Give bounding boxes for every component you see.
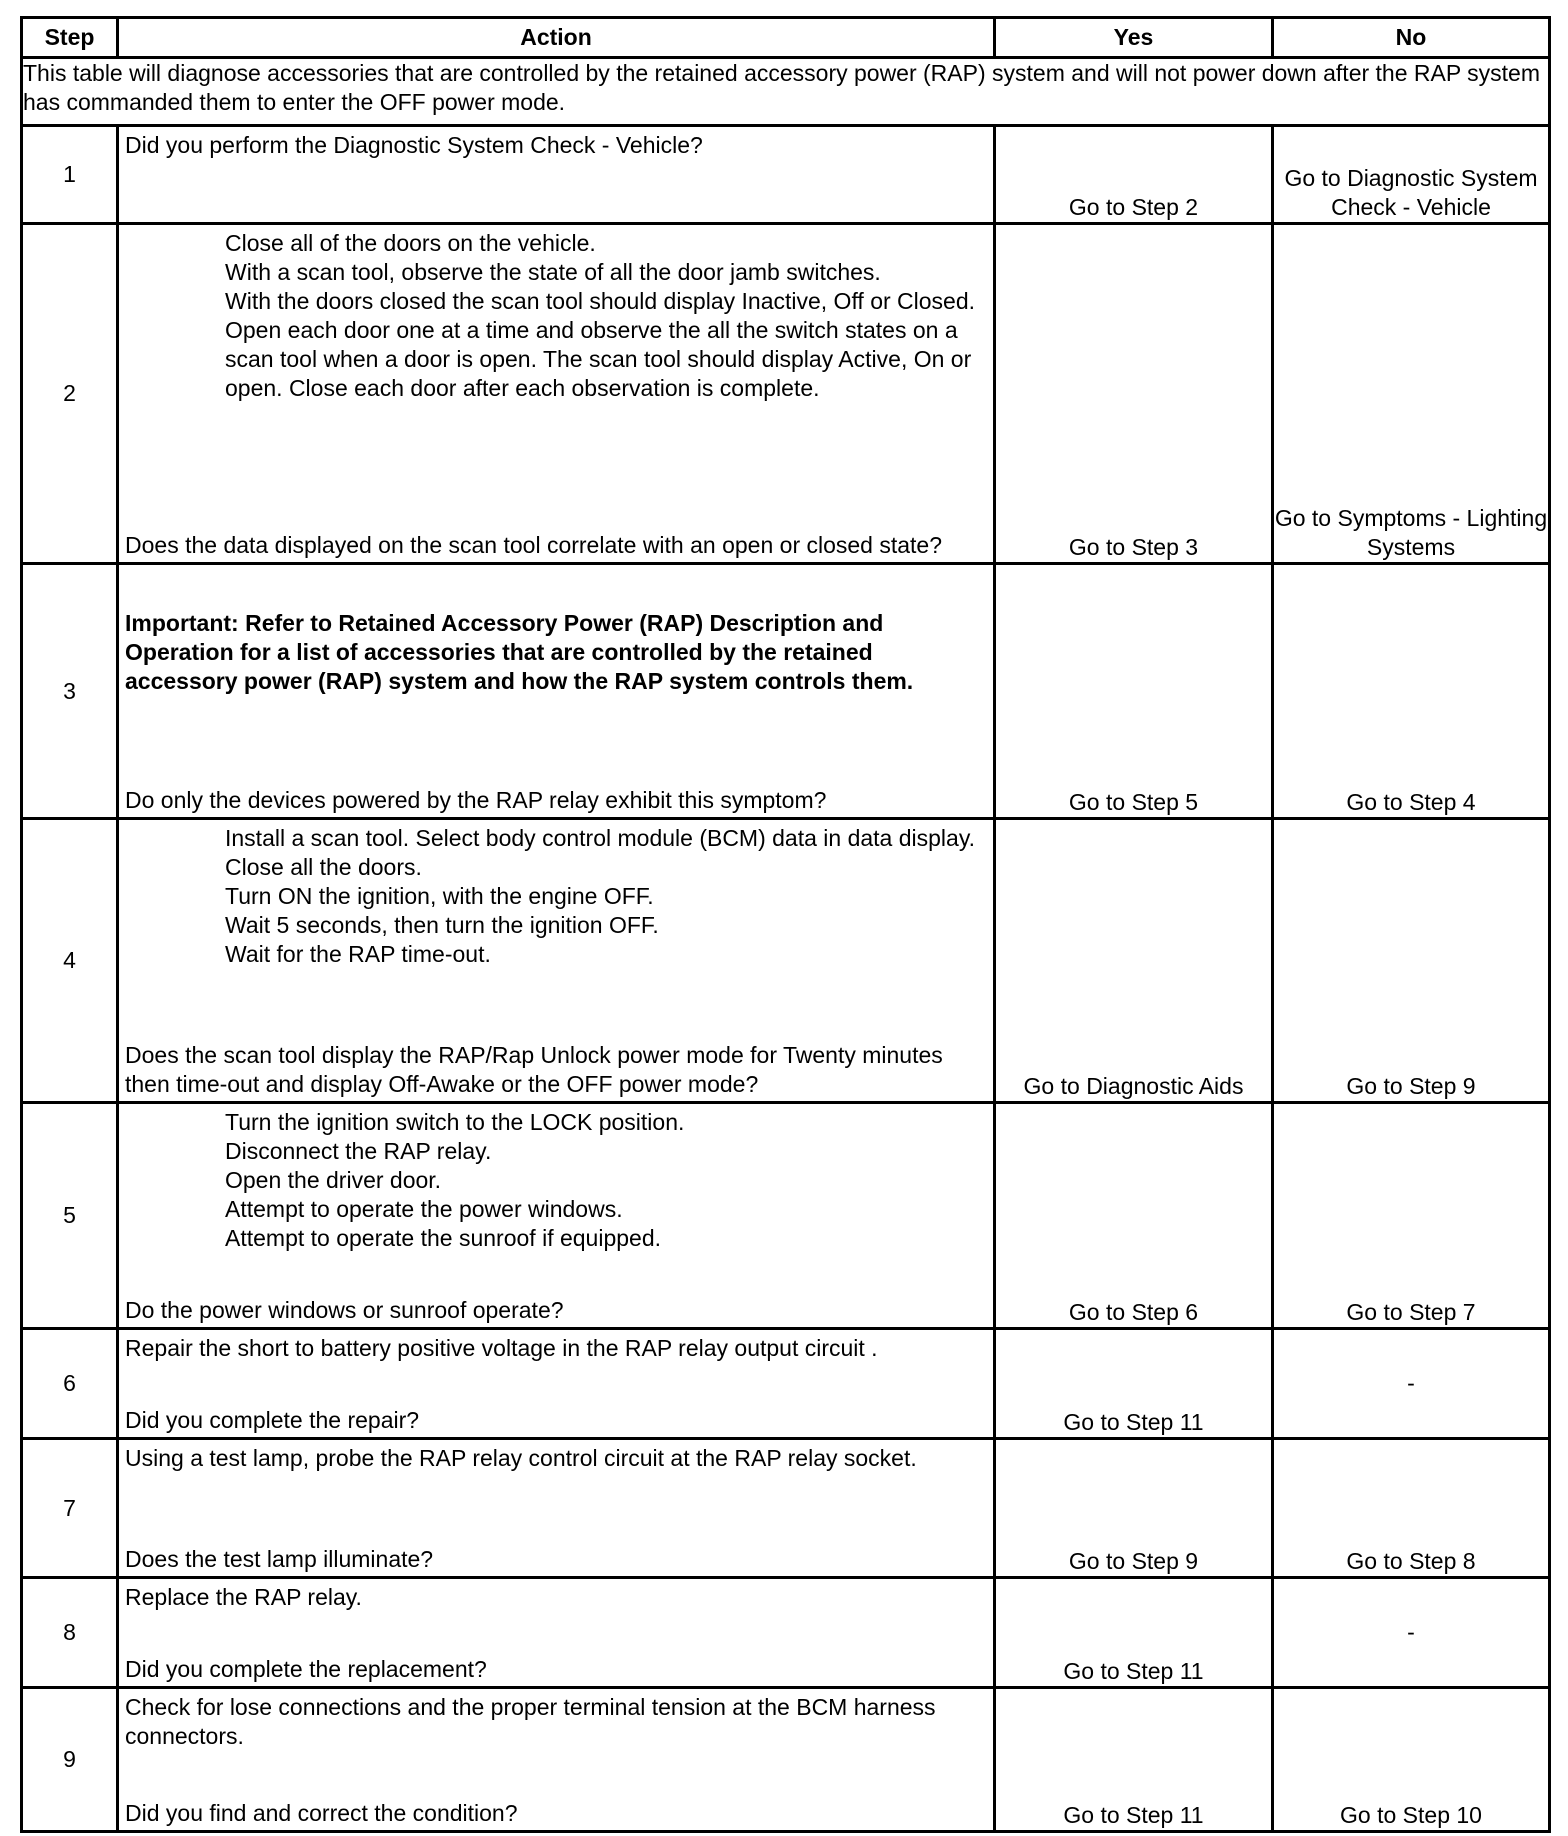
header-yes: Yes — [995, 18, 1273, 58]
action-text: Repair the short to battery positive voltage in the RAP relay output circuit . — [125, 1335, 878, 1361]
instruction-item: Turn the ignition switch to the LOCK position. — [225, 1109, 685, 1135]
no-result: Go to Symptoms - Lighting Systems — [1273, 224, 1550, 564]
table-row — [22, 1103, 1550, 1329]
step-number: 3 — [22, 564, 118, 819]
yes-result: Go to Step 6 — [995, 1103, 1273, 1329]
table-row — [22, 126, 1550, 224]
step-number: 8 — [22, 1578, 118, 1688]
instruction-list — [125, 824, 987, 969]
table-row — [22, 819, 1550, 1103]
question-text: Do only the devices powered by the RAP relay exhibit this symptom? — [125, 787, 827, 813]
instruction-item: Close all the doors. — [225, 854, 422, 880]
step-number: 5 — [22, 1103, 118, 1329]
instruction-list — [125, 229, 987, 403]
question-text: Do the power windows or sunroof operate? — [125, 1297, 564, 1323]
step-number: 4 — [22, 819, 118, 1103]
diagnostic-table — [20, 16, 1551, 1833]
no-result: - — [1273, 1578, 1550, 1688]
yes-result: Go to Step 11 — [995, 1688, 1273, 1832]
yes-result: Go to Step 5 — [995, 564, 1273, 819]
intro-text: This table will diagnose accessories that are controlled by the retained accessory power (RAP) system and will not power down after the RAP system has commanded them to enter the OFF power mode. — [22, 58, 1550, 126]
no-result: Go to Step 9 — [1273, 819, 1550, 1103]
header-action: Action — [118, 18, 995, 58]
step-number: 1 — [22, 126, 118, 224]
yes-result: Go to Diagnostic Aids — [995, 819, 1273, 1103]
instruction-item: Attempt to operate the power windows. — [225, 1196, 623, 1222]
question-text: Does the scan tool display the RAP/Rap Unlock power mode for Twenty minutes then time-out and display Off-Awake or the OFF power mode? — [125, 1042, 943, 1097]
header-row — [22, 18, 1550, 58]
instruction-item: With a scan tool, observe the state of all the door jamb switches. — [225, 259, 881, 285]
instruction-item: Close all of the doors on the vehicle. — [225, 230, 596, 256]
header-no: No — [1273, 18, 1550, 58]
instruction-list — [125, 1108, 987, 1253]
step-number: 7 — [22, 1439, 118, 1578]
question-text: Did you complete the repair? — [125, 1407, 420, 1433]
instruction-item: Attempt to operate the sunroof if equipped. — [225, 1225, 662, 1251]
table-row — [22, 1329, 1550, 1439]
table-row — [22, 224, 1550, 564]
table-row — [22, 1578, 1550, 1688]
step-number: 6 — [22, 1329, 118, 1439]
no-result: Go to Step 7 — [1273, 1103, 1550, 1329]
instruction-item: With the doors closed the scan tool should display Inactive, Off or Closed. — [225, 288, 976, 314]
table-row — [22, 564, 1550, 819]
action-text: Using a test lamp, probe the RAP relay control circuit at the RAP relay socket. — [125, 1445, 917, 1471]
yes-result: Go to Step 11 — [995, 1329, 1273, 1439]
table-row — [22, 1688, 1550, 1832]
question-text: Did you find and correct the condition? — [125, 1800, 518, 1826]
step-number: 9 — [22, 1688, 118, 1832]
intro-row — [22, 58, 1550, 126]
step-number: 2 — [22, 224, 118, 564]
action-text: Replace the RAP relay. — [125, 1584, 362, 1610]
yes-result: Go to Step 9 — [995, 1439, 1273, 1578]
table-row — [22, 1439, 1550, 1578]
important-note: Important: Refer to Retained Accessory Power (RAP) Description and Operation for a list of accessories that are controlled by the retained accessory power (RAP) system and how the RAP system controls them. — [125, 610, 914, 694]
yes-result: Go to Step 11 — [995, 1578, 1273, 1688]
header-step: Step — [22, 18, 118, 58]
instruction-item: Wait 5 seconds, then turn the ignition OFF. — [225, 912, 659, 938]
instruction-item: Open the driver door. — [225, 1167, 442, 1193]
yes-result: Go to Step 2 — [995, 126, 1273, 224]
yes-result: Go to Step 3 — [995, 224, 1273, 564]
question-text: Does the test lamp illuminate? — [125, 1546, 434, 1572]
no-result: Go to Diagnostic System Check - Vehicle — [1273, 126, 1550, 224]
no-result: Go to Step 4 — [1273, 564, 1550, 819]
no-result: - — [1273, 1329, 1550, 1439]
question-text: Does the data displayed on the scan tool correlate with an open or closed state? — [125, 532, 943, 558]
instruction-item: Open each door one at a time and observe the all the switch states on a scan tool when a door is open. The scan tool should display Active, On or open. Close each door after each observation is complete. — [225, 317, 972, 401]
question-text: Did you complete the replacement? — [125, 1656, 487, 1682]
instruction-item: Wait for the RAP time-out. — [225, 941, 491, 967]
no-result: Go to Step 8 — [1273, 1439, 1550, 1578]
instruction-item: Disconnect the RAP relay. — [225, 1138, 492, 1164]
instruction-item: Install a scan tool. Select body control module (BCM) data in data display. — [225, 825, 976, 851]
no-result: Go to Step 10 — [1273, 1688, 1550, 1832]
question-text: Did you perform the Diagnostic System Check - Vehicle? — [125, 132, 703, 158]
action-text: Check for lose connections and the proper terminal tension at the BCM harness connectors. — [125, 1694, 936, 1749]
instruction-item: Turn ON the ignition, with the engine OFF. — [225, 883, 654, 909]
